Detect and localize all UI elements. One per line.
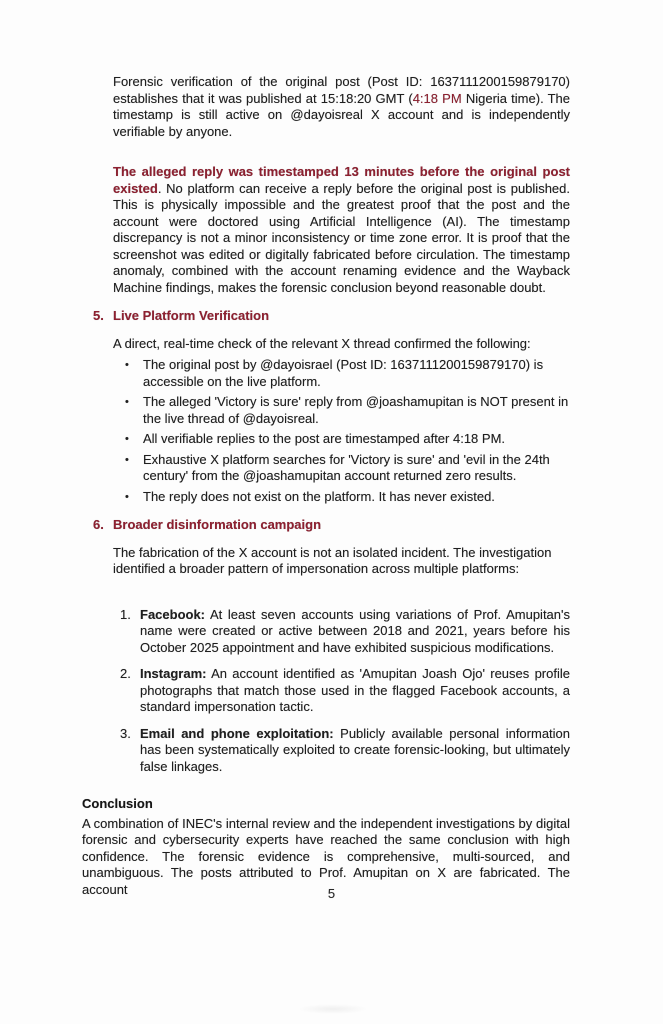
list-item <box>113 607 570 657</box>
item-label: Email and phone exploitation: <box>140 725 334 741</box>
paragraph-alleged-reply <box>113 164 570 296</box>
conclusion-paragraph: A combination of INEC's internal review and the independent investigations by digital forensic and cybersecurity experts have reached the same conclusion with high confidence. The forensic evidence is comprehensive, multi-sourced, and unambiguous. The posts attributed to Prof. Amupitan on X are fabricated. The account <box>82 815 570 897</box>
item-text <box>140 666 570 716</box>
item-body: At least seven accounts using variations of Prof. Amupitan's name were created or active between 2018 and 2021, years before his October 2025 appointment and have exhibited suspicious modifications. <box>140 606 570 655</box>
bullet-icon: • <box>125 433 129 445</box>
section-6-number: 6. <box>93 517 104 532</box>
list-item <box>113 394 570 427</box>
bullet-text: The alleged 'Victory is sure' reply from @joashamupitan is NOT present in the live thread of @dayoisreal. <box>143 394 569 426</box>
para1-time-highlight: 4:18 PM <box>412 90 462 106</box>
section-5-intro: A direct, real-time check of the relevant X thread confirmed the following: <box>113 335 531 351</box>
section-5-title: Live Platform Verification <box>113 308 270 323</box>
section-5-number: 5. <box>93 308 104 323</box>
para2-red-lead: The alleged reply was timestamped 13 minutes before the original post existed <box>113 164 570 196</box>
bullet-text: All verifiable replies to the post are timestamped after 4:18 PM. <box>143 431 506 446</box>
para2-text-rest: . No platform can receive a reply before the original post is published. This is physically impossible and the greatest proof that the post and the account were doctored using Artificial Intelligence (AI). The timestamp discrepancy is not a minor inconsistency or time zone error. It is proof that the screenshot was edited or digitally fabricated before circulation. The timestamp anomaly, combined with the account renaming evidence and the Wayback Machine findings, makes the forensic conclusion beyond reasonable doubt. <box>113 180 570 295</box>
para1-text-end: Nigeria time). The timestamp is still active on @dayoisreal X account and is independently verifiable by anyone. <box>113 90 571 139</box>
section-5-bullet-list <box>113 357 570 505</box>
list-item <box>113 726 570 776</box>
list-item <box>113 357 570 390</box>
section-6-heading <box>93 517 570 534</box>
paragraph-forensic-verification <box>113 74 570 140</box>
item-label: Instagram: <box>140 666 207 681</box>
item-text <box>140 726 570 776</box>
conclusion-heading: Conclusion <box>82 796 153 811</box>
section-6-title: Broader disinformation campaign <box>113 517 322 532</box>
list-item <box>113 452 570 485</box>
bullet-icon: • <box>125 490 129 503</box>
list-item <box>113 431 570 448</box>
section-5-heading <box>93 308 570 325</box>
bullet-text: The original post by @dayoisrael (Post ID: 1637111200159879170) is accessible on the live platform. <box>143 357 544 389</box>
list-item <box>113 489 570 506</box>
section-6-numbered-list <box>113 607 570 776</box>
item-body: An account identified as 'Amupitan Joash Ojo' reuses profile photographs that match those used in the flagged Facebook accounts, a standard impersonation tactic. <box>140 666 570 714</box>
item-number: 3. <box>120 725 131 741</box>
conclusion-section <box>82 796 570 898</box>
item-number: 1. <box>120 606 131 622</box>
bullet-icon: • <box>125 396 129 408</box>
item-label: Facebook: <box>140 606 206 622</box>
scan-smudge <box>298 1004 368 1014</box>
page-number: 5 <box>327 886 336 901</box>
document-content <box>82 74 571 898</box>
section-6-intro: The fabrication of the X account is not an isolated incident. The investigation identified a broader pattern of impersonation across multiple platforms: <box>113 544 552 576</box>
item-text <box>140 607 570 657</box>
bullet-icon: • <box>125 453 129 466</box>
bullet-icon: • <box>125 359 129 371</box>
item-body: Publicly available personal information has been systematically exploited to create forensic-looking, but ultimately false linkages. <box>140 725 571 774</box>
list-item <box>113 666 570 716</box>
bullet-text: The reply does not exist on the platform. It has never existed. <box>143 488 495 504</box>
bullet-text: Exhaustive X platform searches for 'Victory is sure' and 'evil in the 24th century' from the @joashamupitan account returned zero results. <box>143 451 550 483</box>
item-number: 2. <box>120 666 131 681</box>
para1-text-start: Forensic verification of the original post (Post ID: 1637111200159879170) establishes that it was published at 15:18:20 GMT ( <box>113 74 570 106</box>
